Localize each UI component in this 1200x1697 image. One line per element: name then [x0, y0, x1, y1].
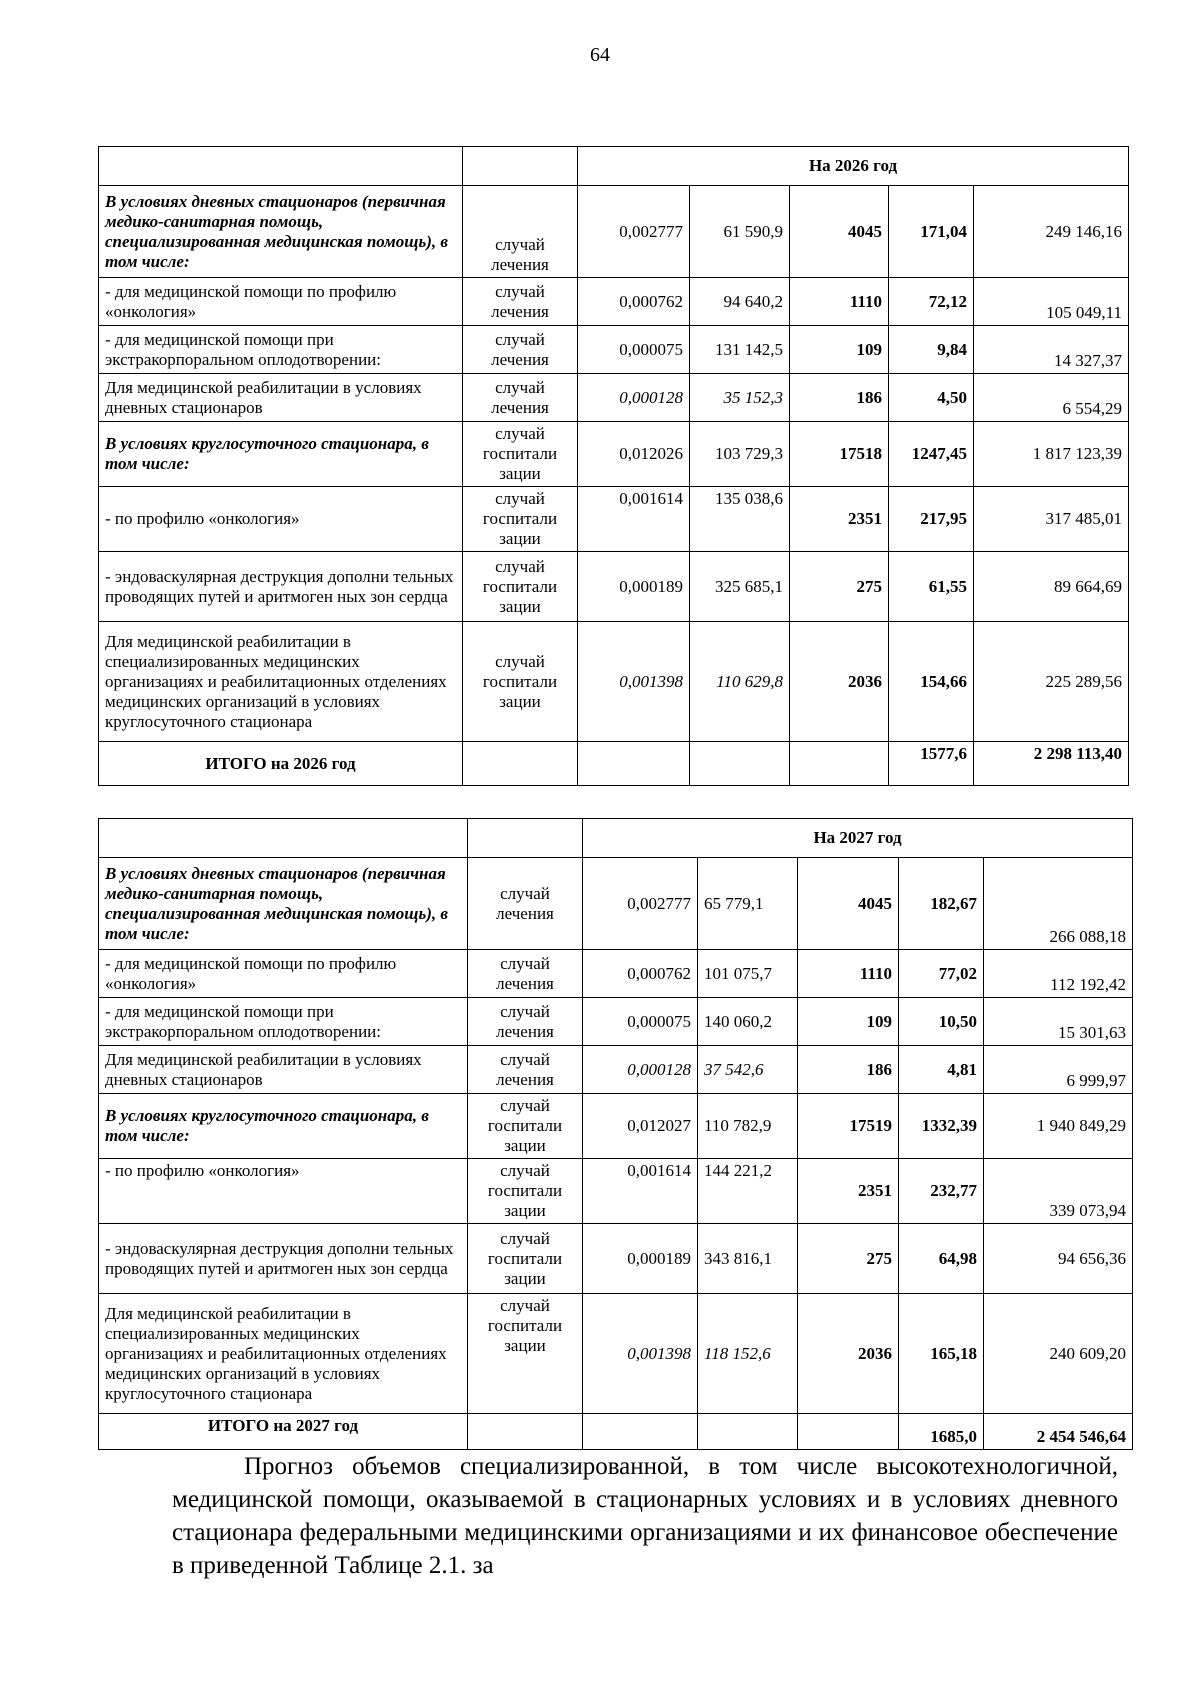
- row-norm: 0,002777: [578, 186, 690, 278]
- empty-cell: [463, 742, 578, 786]
- row-norm: 0,000762: [578, 278, 690, 326]
- row-name: В условиях круглосуточного стационара, в том числе:: [99, 422, 463, 487]
- empty-cell: [468, 1414, 583, 1450]
- header-empty-cell: [99, 147, 463, 186]
- row-name: - эндоваскулярная деструкция дополни тельных проводящих путей и аритмоген ных зон сердца: [99, 552, 463, 622]
- row-cost: 35 152,3: [690, 374, 790, 422]
- row-total: 94 656,36: [984, 1224, 1133, 1294]
- table-row: [99, 186, 1129, 278]
- row-sum: 61,55: [889, 552, 974, 622]
- row-norm: 0,000189: [583, 1224, 698, 1294]
- total-total: 2 454 546,64: [984, 1414, 1133, 1450]
- table-row: [99, 998, 1133, 1046]
- row-unit: случай лечения: [468, 998, 583, 1046]
- row-count: 17519: [798, 1094, 899, 1159]
- row-name: Для медицинской реабилитации в специализированных медицинских организациях и реабилитационных отделениях медицинских организаций в условиях круглосуточного стационара: [99, 1294, 468, 1414]
- row-name: В условиях дневных стационаров (первичная медико-санитарная помощь, специализированная медицинская помощь), в том числе:: [99, 858, 468, 950]
- total-label: ИТОГО на 2027 год: [99, 1414, 468, 1450]
- row-cost: 61 590,9: [690, 186, 790, 278]
- row-cost: 131 142,5: [690, 326, 790, 374]
- row-count: 109: [790, 326, 889, 374]
- table-row: [99, 326, 1129, 374]
- row-norm: 0,012027: [583, 1094, 698, 1159]
- total-sum: 1685,0: [899, 1414, 984, 1450]
- row-cost: 94 640,2: [690, 278, 790, 326]
- row-sum: 10,50: [899, 998, 984, 1046]
- row-name: Для медицинской реабилитации в специализированных медицинских организациях и реабилитационных отделениях медицинских организаций в условиях круглосуточного стационара: [99, 622, 463, 742]
- row-total: 14 327,37: [974, 326, 1129, 374]
- row-total: 317 485,01: [974, 487, 1129, 552]
- row-cost: 103 729,3: [690, 422, 790, 487]
- row-total: 339 073,94: [984, 1159, 1133, 1224]
- row-total: 266 088,18: [984, 858, 1133, 950]
- row-sum: 217,95: [889, 487, 974, 552]
- row-total: 6 554,29: [974, 374, 1129, 422]
- table-row: [99, 1159, 1133, 1224]
- row-unit: случай лечения: [463, 186, 578, 278]
- total-label: ИТОГО на 2026 год: [99, 742, 463, 786]
- row-cost: 140 060,2: [698, 998, 798, 1046]
- row-cost: 325 685,1: [690, 552, 790, 622]
- row-unit: случай лечения: [463, 278, 578, 326]
- row-count: 109: [798, 998, 899, 1046]
- row-norm: 0,012026: [578, 422, 690, 487]
- row-unit: случай лечения: [468, 858, 583, 950]
- row-count: 275: [790, 552, 889, 622]
- row-name: - по профилю «онкология»: [99, 487, 463, 552]
- row-cost: 101 075,7: [698, 950, 798, 998]
- row-unit: случай госпитали зации: [463, 487, 578, 552]
- row-unit: случай госпитали зации: [463, 552, 578, 622]
- row-name: В условиях дневных стационаров (первичная медико-санитарная помощь, специализированная медицинская помощь), в том числе:: [99, 186, 463, 278]
- row-total: 1 817 123,39: [974, 422, 1129, 487]
- row-sum: 154,66: [889, 622, 974, 742]
- table-row: [99, 374, 1129, 422]
- row-norm: 0,000128: [583, 1046, 698, 1094]
- row-cost: 37 542,6: [698, 1046, 798, 1094]
- empty-cell: [583, 1414, 698, 1450]
- table-row: [99, 1094, 1133, 1159]
- row-sum: 72,12: [889, 278, 974, 326]
- row-sum: 171,04: [889, 186, 974, 278]
- row-cost: 110 629,8: [690, 622, 790, 742]
- row-total: 89 664,69: [974, 552, 1129, 622]
- table-row: [99, 1294, 1133, 1414]
- row-unit: случай лечения: [463, 374, 578, 422]
- row-total: 249 146,16: [974, 186, 1129, 278]
- total-sum: 1577,6: [889, 742, 974, 786]
- row-sum: 64,98: [899, 1224, 984, 1294]
- year-header: На 2026 год: [578, 147, 1129, 186]
- row-cost: 144 221,2: [698, 1159, 798, 1224]
- row-name: - эндоваскулярная деструкция дополни тельных проводящих путей и аритмоген ных зон сердца: [99, 1224, 468, 1294]
- row-count: 4045: [798, 858, 899, 950]
- row-name: Для медицинской реабилитации в условиях дневных стационаров: [99, 1046, 468, 1094]
- row-norm: 0,002777: [583, 858, 698, 950]
- empty-cell: [578, 742, 690, 786]
- row-unit: случай госпитали зации: [468, 1224, 583, 1294]
- row-sum: 9,84: [889, 326, 974, 374]
- empty-cell: [698, 1414, 798, 1450]
- row-norm: 0,001398: [578, 622, 690, 742]
- row-count: 17518: [790, 422, 889, 487]
- row-unit: случай госпитали зации: [468, 1294, 583, 1414]
- row-name: Для медицинской реабилитации в условиях дневных стационаров: [99, 374, 463, 422]
- header-empty-cell: [468, 819, 583, 858]
- table-row: [99, 487, 1129, 552]
- row-total: 1 940 849,29: [984, 1094, 1133, 1159]
- table-row: [99, 858, 1133, 950]
- row-sum: 4,81: [899, 1046, 984, 1094]
- row-norm: 0,000128: [578, 374, 690, 422]
- total-row: [99, 742, 1129, 786]
- row-total: 112 192,42: [984, 950, 1133, 998]
- total-total: 2 298 113,40: [974, 742, 1129, 786]
- row-norm: 0,000189: [578, 552, 690, 622]
- row-total: 15 301,63: [984, 998, 1133, 1046]
- row-count: 186: [798, 1046, 899, 1094]
- table-2027: [98, 818, 1133, 1450]
- row-unit: случай лечения: [468, 1046, 583, 1094]
- row-sum: 165,18: [899, 1294, 984, 1414]
- row-unit: случай лечения: [463, 326, 578, 374]
- row-norm: 0,001614: [578, 487, 690, 552]
- row-norm: 0,000075: [583, 998, 698, 1046]
- row-unit: случай госпитали зации: [463, 422, 578, 487]
- row-sum: 182,67: [899, 858, 984, 950]
- row-name: В условиях круглосуточного стационара, в том числе:: [99, 1094, 468, 1159]
- row-unit: случай госпитали зации: [463, 622, 578, 742]
- header-empty-cell: [99, 819, 468, 858]
- row-sum: 77,02: [899, 950, 984, 998]
- table-row: [99, 278, 1129, 326]
- row-unit: случай лечения: [468, 950, 583, 998]
- table-2026: [98, 146, 1129, 786]
- row-count: 2036: [790, 622, 889, 742]
- row-count: 1110: [798, 950, 899, 998]
- row-total: 6 999,97: [984, 1046, 1133, 1094]
- table-row: [99, 1046, 1133, 1094]
- row-name: - для медицинской помощи при экстракорпоральном оплодотворении:: [99, 998, 468, 1046]
- row-sum: 1332,39: [899, 1094, 984, 1159]
- year-header: На 2027 год: [583, 819, 1133, 858]
- table-header-row: [99, 819, 1133, 858]
- row-count: 4045: [790, 186, 889, 278]
- row-unit: случай госпитали зации: [468, 1159, 583, 1224]
- row-sum: 232,77: [899, 1159, 984, 1224]
- row-name: - по профилю «онкология»: [99, 1159, 468, 1224]
- row-unit: случай госпитали зации: [468, 1094, 583, 1159]
- row-cost: 343 816,1: [698, 1224, 798, 1294]
- table-row: [99, 622, 1129, 742]
- empty-cell: [790, 742, 889, 786]
- row-count: 2351: [790, 487, 889, 552]
- row-total: 105 049,11: [974, 278, 1129, 326]
- row-cost: 65 779,1: [698, 858, 798, 950]
- table-row: [99, 950, 1133, 998]
- row-sum: 4,50: [889, 374, 974, 422]
- row-count: 186: [790, 374, 889, 422]
- table-row: [99, 422, 1129, 487]
- row-norm: 0,000075: [578, 326, 690, 374]
- row-name: - для медицинской помощи по профилю «онкология»: [99, 278, 463, 326]
- row-count: 2036: [798, 1294, 899, 1414]
- row-name: - для медицинской помощи при экстракорпоральном оплодотворении:: [99, 326, 463, 374]
- table-row: [99, 552, 1129, 622]
- row-name: - для медицинской помощи по профилю «онкология»: [99, 950, 468, 998]
- row-norm: 0,000762: [583, 950, 698, 998]
- row-sum: 1247,45: [889, 422, 974, 487]
- table-header-row: [99, 147, 1129, 186]
- row-total: 225 289,56: [974, 622, 1129, 742]
- row-cost: 118 152,6: [698, 1294, 798, 1414]
- header-empty-cell: [463, 147, 578, 186]
- row-norm: 0,001614: [583, 1159, 698, 1224]
- total-row: [99, 1414, 1133, 1450]
- row-count: 275: [798, 1224, 899, 1294]
- empty-cell: [690, 742, 790, 786]
- table-row: [99, 1224, 1133, 1294]
- row-cost: 135 038,6: [690, 487, 790, 552]
- row-norm: 0,001398: [583, 1294, 698, 1414]
- row-count: 2351: [798, 1159, 899, 1224]
- page-number: 64: [590, 44, 610, 66]
- empty-cell: [798, 1414, 899, 1450]
- body-paragraph: Прогноз объемов специализированной, в том числе высокотехнологичной, медицинской помощи, оказываемой в стационарных условиях и в условиях дневного стационара федеральными медицинскими организациями и их финансовое обеспечение в приведенной Таблице 2.1. за: [172, 1453, 1118, 1579]
- row-cost: 110 782,9: [698, 1094, 798, 1159]
- row-total: 240 609,20: [984, 1294, 1133, 1414]
- row-count: 1110: [790, 278, 889, 326]
